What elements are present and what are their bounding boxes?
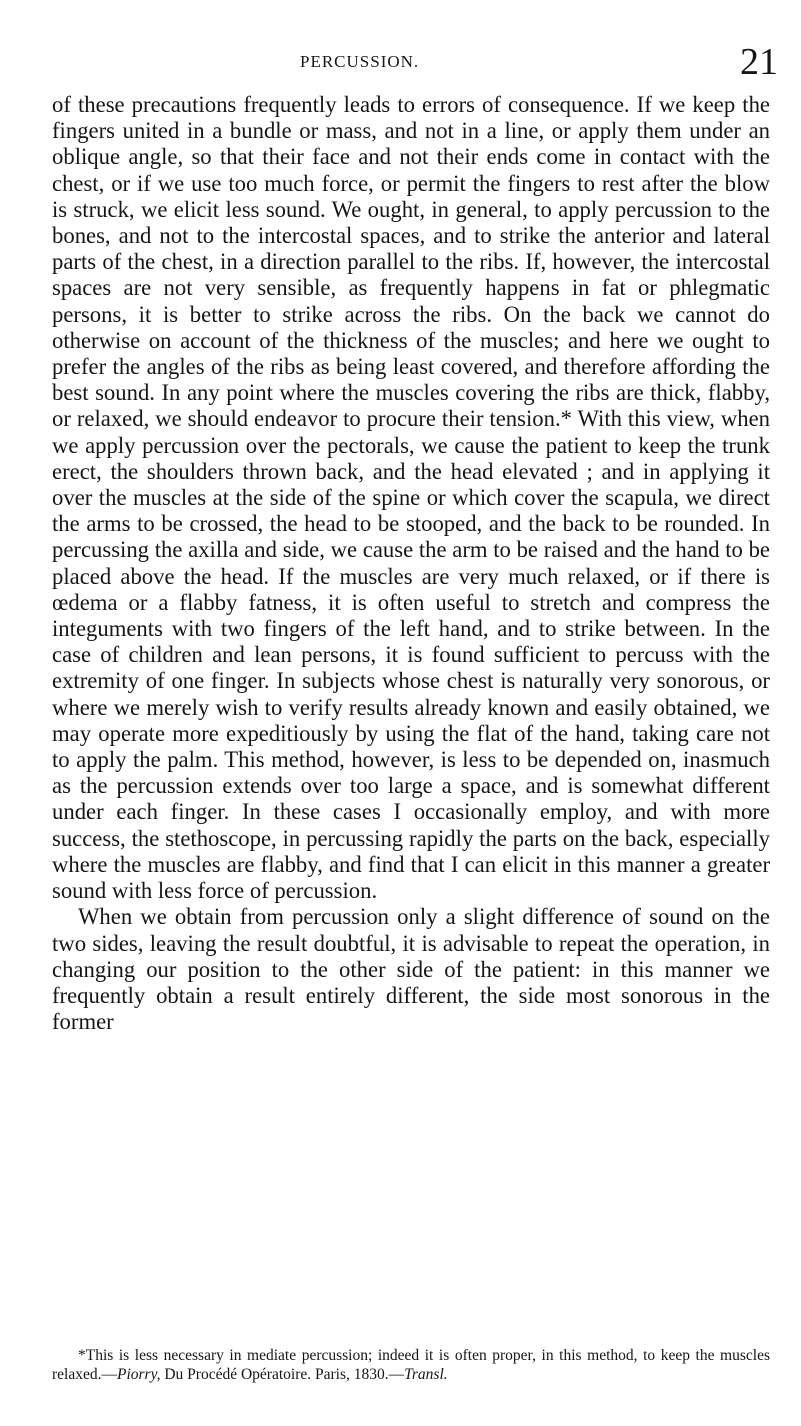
paragraph-1: of these precautions frequently leads to errors of consequence. If we keep the fingers united in a bundle or mass, and not in a line, or apply them under an oblique angle, so that their face and not their ends come in contact with the chest, or if we use too much force, or permit the fingers to rest after the blow is struck, we elicit less sound. We ought, in general, to apply percussion to the bones, and not to the intercostal spaces, and to strike the anterior and lateral parts of the chest, in a direction parallel to the ribs. If, however, the intercostal spaces are not very sensible, as frequently happens in fat or phlegmatic persons, it is better to strike across the ribs. On the back we cannot do otherwise on account of the thickness of the muscles; and here we ought to prefer the angles of the ribs as being least covered, and therefore affording the best sound. In any point where the muscles covering the ribs are thick, flabby, or relaxed, we should endeavor to procure their tension.* With this view, when we apply percussion over the pectorals, we cause the patient to keep the trunk erect, the shoulders thrown back, and the head elevated ; and in applying it over the muscles at the side of the spine or which cover the scapula, we direct the arms to be crossed, the head to be stooped, and the back to be rounded. In percussing the axilla and side, we cause the arm to be raised and the hand to be placed above the head. If the muscles are very much relaxed, or if there is œdema or a flabby fatness, it is often useful to stretch and compress the integuments with two fingers of the left hand, and to strike between. In the case of children and lean persons, it is found sufficient to percuss with the extremity of one finger. In subjects whose chest is naturally very sonorous, or where we merely wish to verify results already known and easily obtained, we may operate more expeditiously by using the flat of the hand, taking care not to apply the palm. This method, however, is less to be depended on, inasmuch as the percussion extends over too large a space, and is somewhat different under each finger. In these cases I occasionally employ, and with more success, the stethoscope, in percussing rapidly the parts on the back, especially where the muscles are flabby, and find that I can elicit in this manner a greater sound with less force of percussion. [52,92,770,904]
page-number: 21 [740,41,778,83]
footnote-text: *This is less necessary in mediate percussion; indeed it is often proper, in this method, to keep the muscles relaxed.— [52,1347,770,1383]
footnote [52,1346,770,1384]
footnote-citation: Piorry, [116,1366,161,1383]
paragraph-2: When we obtain from percussion only a slight difference of sound on the two sides, leaving the result doubtful, it is advisable to repeat the operation, in changing our position to the other side of the patient: in this manner we frequently obtain a result entirely different, the side most sonorous in the former [52,904,770,1035]
footnote-translator: Transl. [404,1366,448,1383]
footnote-text-after: Du Procédé Opératoire. Paris, 1830.— [160,1366,405,1383]
main-text [52,92,770,1035]
running-head: PERCUSSION. [300,52,420,71]
